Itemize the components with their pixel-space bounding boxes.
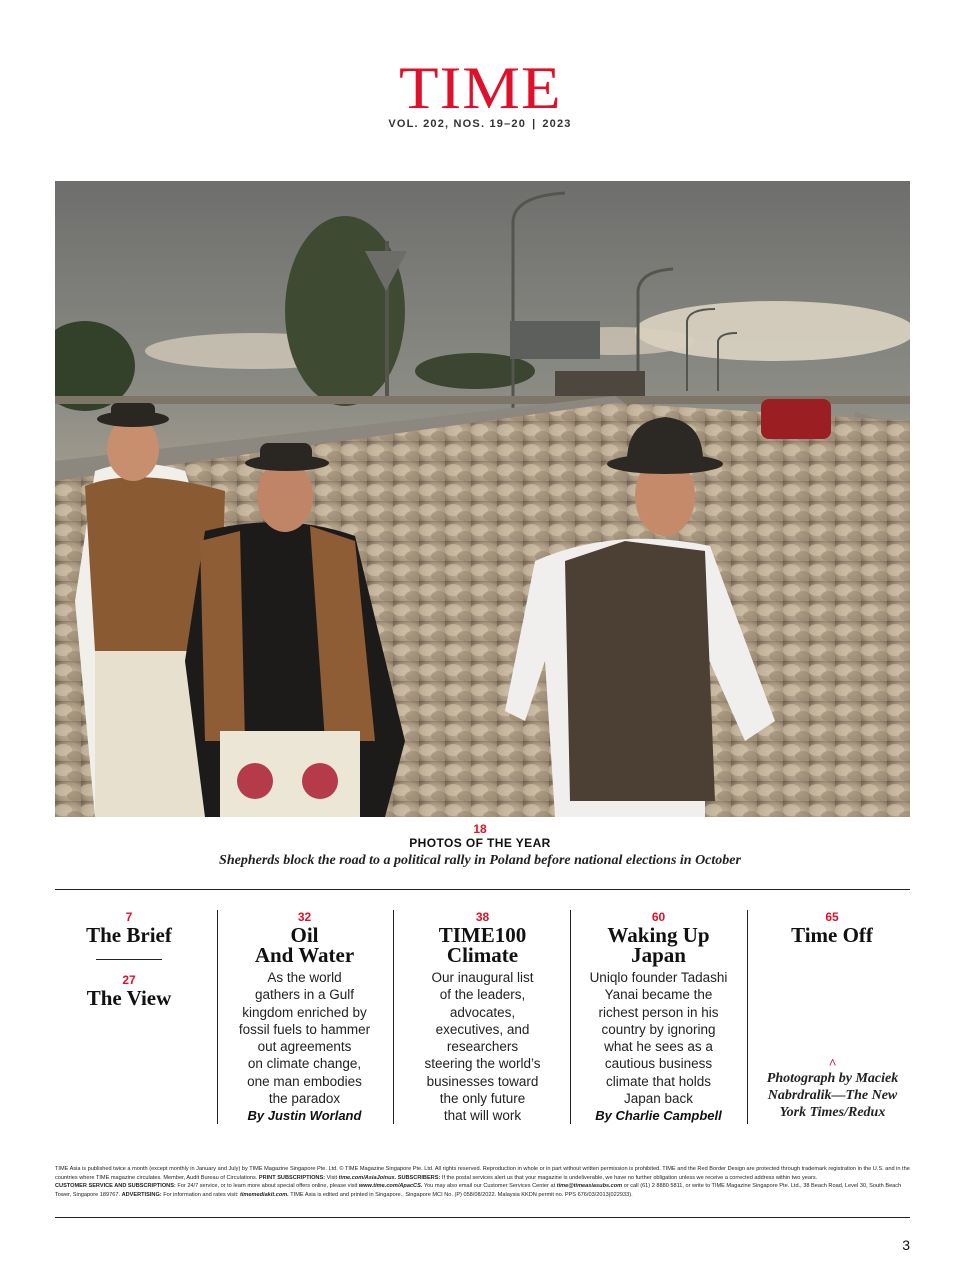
volume-year: 2023 <box>542 118 572 130</box>
toc-brief-view <box>69 910 189 1008</box>
summary-line: country by ignoring <box>601 1021 716 1037</box>
summary-line: the only future <box>439 1091 526 1107</box>
time-logo: TIME <box>398 55 562 121</box>
fine-text: TIME Asia is edited and printed in Singapore.. Singapore MCI No. (P) 058/08/2022. Malaysia KKDN permit no. PPS 676/03/2013(022933). <box>290 1191 633 1198</box>
toc-title-line: Japan <box>631 943 686 967</box>
volume-separator: | <box>532 118 537 130</box>
toc-item-oil-and-water[interactable] <box>227 910 382 1123</box>
summary-line: that will work <box>443 1108 522 1124</box>
summary-line: the paradox <box>268 1091 341 1107</box>
summary-line: advocates, <box>449 1004 516 1020</box>
fine-heading: SUBSCRIBERS: <box>397 1174 441 1181</box>
toc-item-waking-up-japan[interactable] <box>580 910 737 1123</box>
toc-title: The View <box>86 986 172 1010</box>
fine-text: or call (61) 2 8880 5811, or write to TIME Magazine Singapore Pte. Ltd., 38 Beach Road, Level 30, South Beach Tower, Singapore 189767. <box>55 1183 902 1198</box>
summary-line: out agreements <box>257 1039 352 1055</box>
fine-heading: CUSTOMER SERVICE AND SUBSCRIPTIONS: <box>55 1183 176 1190</box>
short-divider <box>96 959 162 960</box>
toc-summary <box>405 969 560 1125</box>
summary-line: on climate change, <box>247 1056 362 1072</box>
toc-item-brief[interactable] <box>69 910 189 945</box>
fine-heading: PRINT SUBSCRIPTIONS: <box>258 1174 326 1181</box>
summary-line: gathers in a Gulf <box>254 987 355 1003</box>
fine-link[interactable]: timemediakit.com. <box>240 1191 289 1198</box>
toc-page-number: 38 <box>475 910 490 924</box>
toc-byline: By Charlie Campbell <box>595 1108 722 1124</box>
toc-summary <box>227 969 382 1107</box>
toc-page-number: 60 <box>651 910 666 924</box>
summary-line: Yanai became the <box>604 987 713 1003</box>
toc-title-line: TIME100 <box>438 923 527 947</box>
toc-page-number: 27 <box>122 973 136 987</box>
summary-line: steering the world’s <box>424 1056 541 1072</box>
toc-page-number: 7 <box>125 910 133 924</box>
summary-line: one man embodies <box>247 1073 362 1089</box>
fine-text: If the postal services alert us that your magazine is undeliverable, we have no further obligation unless we receive a corrected address within two years. <box>441 1174 818 1181</box>
fine-text: You may also email our Customer Services Center at <box>423 1183 556 1190</box>
summary-line: fossil fuels to hammer <box>238 1021 371 1037</box>
summary-line: businesses toward <box>426 1073 539 1089</box>
toc-title-line: Climate <box>446 943 519 967</box>
summary-line: researchers <box>446 1039 519 1055</box>
credit-line: Photograph by Maciek <box>766 1071 899 1086</box>
credit-line: Nabrdralik—The New <box>767 1088 898 1103</box>
fine-text: Visit <box>326 1174 338 1181</box>
summary-line: what he sees as a <box>604 1039 713 1055</box>
masthead <box>0 55 960 130</box>
toc-item-view[interactable] <box>69 973 189 1008</box>
toc-title: The Brief <box>86 923 172 947</box>
toc-page-number: 65 <box>825 910 839 924</box>
summary-line: As the world <box>267 970 342 985</box>
toc-title: Time Off <box>791 923 873 947</box>
cover-photograph <box>55 181 910 817</box>
shepherds-photo-illustration <box>55 181 910 817</box>
fine-link[interactable]: time@timeasiasubs.com <box>556 1183 623 1190</box>
caret-up-icon: ^ <box>828 1057 837 1072</box>
summary-line: climate that holds <box>605 1073 712 1089</box>
top-divider <box>55 889 910 890</box>
summary-line: Japan back <box>623 1091 694 1107</box>
volume-number: VOL. 202, NOS. 19–20 <box>388 118 527 130</box>
toc-byline: By Justin Worland <box>247 1108 362 1124</box>
toc-item-time100-climate[interactable] <box>405 910 560 1125</box>
toc-title-line: And Water <box>254 943 355 967</box>
bottom-divider <box>55 1217 910 1218</box>
summary-line: cautious business <box>604 1056 713 1072</box>
toc-title-line: Oil <box>290 923 319 947</box>
fine-text: For 24/7 service, or to learn more about special offers online, please visit <box>177 1183 358 1190</box>
photo-page-number[interactable]: 18 <box>473 822 487 836</box>
photo-kicker[interactable]: PHOTOS OF THE YEAR <box>409 836 551 850</box>
column-divider <box>747 910 748 1124</box>
toc-item-time-off[interactable] <box>767 910 897 945</box>
summary-line: Uniqlo founder Tadashi <box>589 970 728 985</box>
summary-line: kingdom enriched by <box>242 1004 367 1020</box>
column-divider <box>570 910 571 1124</box>
summary-line: executives, and <box>435 1021 530 1037</box>
photo-description: Shepherds block the road to a political rally in Poland before national elections in October <box>219 853 741 868</box>
credit-line: York Times/Redux <box>779 1105 886 1120</box>
photo-credit <box>755 1057 910 1121</box>
fine-link[interactable]: time.com/AsiaJoinus. <box>338 1174 397 1181</box>
page-number: 3 <box>902 1237 910 1253</box>
table-of-contents <box>55 910 910 1130</box>
summary-line: of the leaders, <box>439 987 526 1003</box>
toc-summary <box>580 969 737 1107</box>
fine-heading: ADVERTISING: <box>121 1191 162 1198</box>
photo-caption <box>0 822 960 869</box>
toc-page-number: 32 <box>297 910 312 924</box>
column-divider <box>393 910 394 1124</box>
fine-text: For information and rates visit: <box>163 1191 239 1198</box>
fine-link[interactable]: www.time.com/ApacCS. <box>358 1183 423 1190</box>
fine-print <box>55 1165 910 1199</box>
column-divider <box>217 910 218 1124</box>
toc-title-line: Waking Up <box>607 923 710 947</box>
fine-text: TIME Asia is published twice a month (except monthly in January and July) by TIME Magazine Singapore Pte. Ltd. © TIME Magazine Singapore Pte. Ltd. All rights reserved. Reproduction in whole or in part without written permission is prohibited. TIME and the Red Border Design are protected through trademark registration in the U.S. and in the countries where TIME magazine circulates. Member, Audit Bureau of Circulations. <box>55 1166 910 1181</box>
summary-line: Our inaugural list <box>431 970 534 985</box>
summary-line: richest person in his <box>598 1004 719 1020</box>
